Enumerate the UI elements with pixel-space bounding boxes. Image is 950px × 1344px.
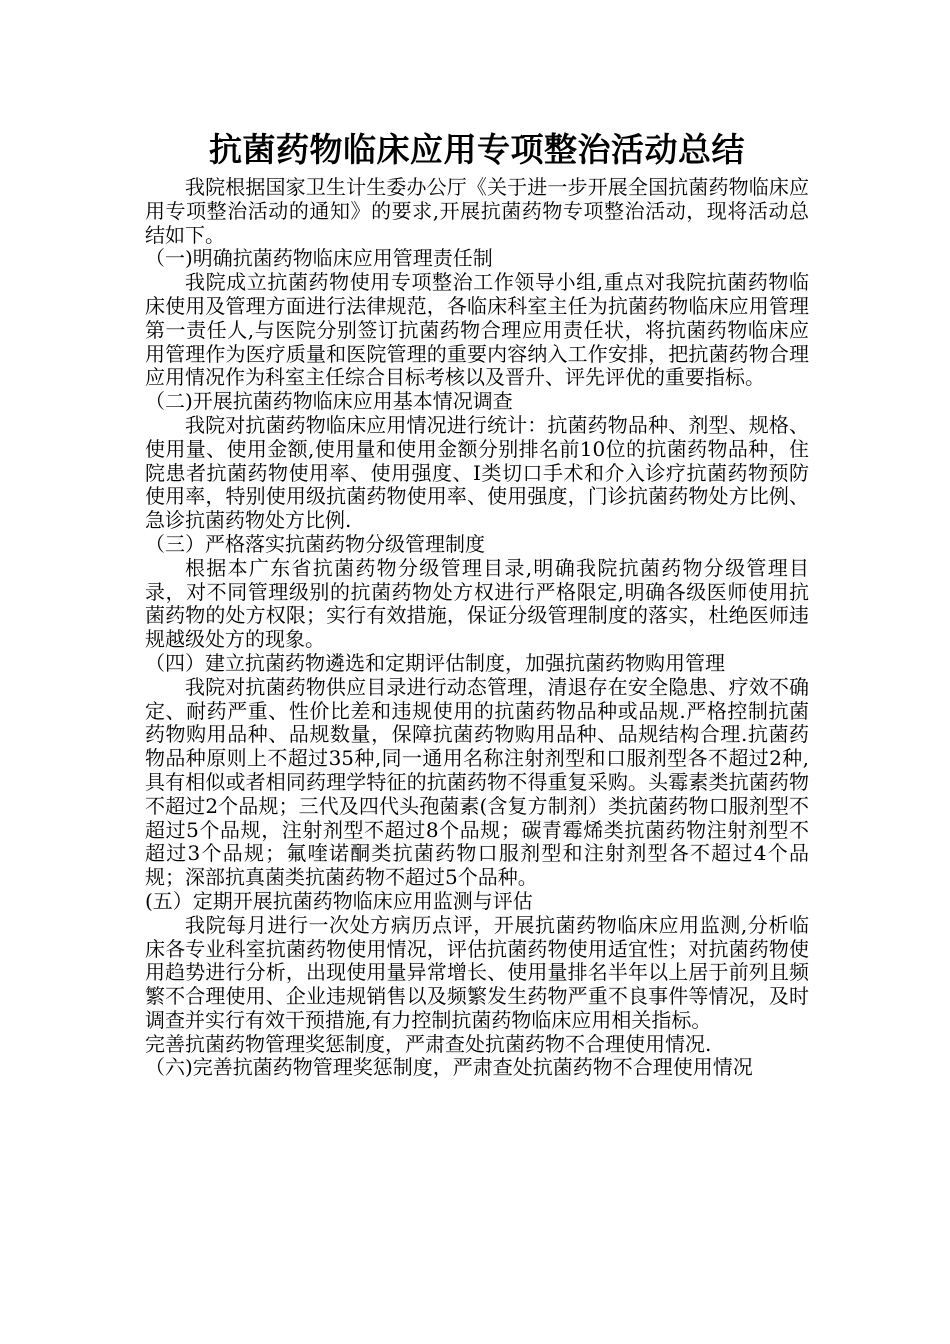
section-3-body: 根据本广东省抗菌药物分级管理目录,明确我院抗菌药物分级管理目录，对不同管理级别的抗菌药物处方权进行严格限定,明确各级医师使用抗菌药物的处方权限；实行有效措施，保证分级管理制度的落实，杜绝医师违规越级处方的现象。 bbox=[145, 555, 809, 652]
section-6-heading: （六)完善抗菌药物管理奖惩制度，严肃查处抗菌药物不合理使用情况 bbox=[145, 1055, 753, 1080]
intro-paragraph: 我院根据国家卫生计生委办公厅《关于进一步开展全国抗菌药物临床应用专项整治活动的通知》的要求,开展抗菌药物专项整治活动，现将活动总结如下。 bbox=[145, 175, 809, 247]
section-4-body: 我院对抗菌药物供应目录进行动态管理，清退存在安全隐患、疗效不确定、耐药严重、性价比差和违规使用的抗菌药物品种或品规.严格控制抗菌药物购用品种、品规数量，保障抗菌药物购用品种、品规结构合理.抗菌药物品种原则上不超过35种,同一通用名称注射剂型和口服剂型各不超过2种,具有相似或者相同药理学特征的抗菌药物不得重复采购。头霉素类抗菌药物不超过2个品规；三代及四代头孢菌素(含复方制剂）类抗菌药物口服剂型不超过5个品规，注射剂型不超过8个品规；碳青霉烯类抗菌药物注射剂型不超过3个品规；氟喹诺酮类抗菌药物口服剂型和注射剂型各不超过4个品规；深部抗真菌类抗菌药物不超过5个品种。 bbox=[145, 674, 809, 890]
section-2-body: 我院对抗菌药物临床应用情况进行统计：抗菌药物品种、剂型、规格、使用量、使用金额,使用量和使用金额分别排名前10位的抗菌药物品种，住院患者抗菌药物使用率、使用强度、I类切口手术和介入诊疗抗菌药物预防使用率，特别使用级抗菌药物使用率、使用强度，门诊抗菌药物处方比例、急诊抗菌药物处方比例. bbox=[145, 412, 809, 533]
trailing-line: 完善抗菌药物管理奖惩制度，严肃查处抗菌药物不合理使用情况. bbox=[145, 1031, 712, 1056]
section-1-heading: （一)明确抗菌药物临床应用管理责任制 bbox=[145, 246, 493, 271]
section-4-heading: （四）建立抗菌药物遴选和定期评估制度，加强抗菌药物购用管理 bbox=[145, 650, 725, 675]
section-3-heading: （三）严格落实抗菌药物分级管理制度 bbox=[145, 531, 485, 556]
section-5-body: 我院每月进行一次处方病历点评，开展抗菌药物临床应用监测,分析临床各专业科室抗菌药物使用情况，评估抗菌药物使用适宜性；对抗菌药物使用趋势进行分析，出现使用量异常增长、使用量排名半年以上居于前列且频繁不合理使用、企业违规销售以及频繁发生药物严重不良事件等情况，及时调查并实行有效干预措施,有力控制抗菌药物临床应用相关指标。 bbox=[145, 912, 809, 1032]
section-5-heading: (五）定期开展抗菌药物临床应用监测与评估 bbox=[145, 888, 533, 913]
document-title: 抗菌药物临床应用专项整治活动总结 bbox=[209, 130, 745, 169]
document-page bbox=[145, 128, 809, 1080]
section-1-body: 我院成立抗菌药物使用专项整治工作领导小组,重点对我院抗菌药物临床使用及管理方面进行法律规范，各临床科室主任为抗菌药物临床应用管理第一责任人,与医院分别签订抗菌药物合理应用责任状，将抗菌药物临床应用管理作为医疗质量和医院管理的重要内容纳入工作安排，把抗菌药物合理应用情况作为科室主任综合目标考核以及晋升、评先评优的重要指标。 bbox=[145, 270, 809, 390]
section-2-heading: （二)开展抗菌药物临床应用基本情况调查 bbox=[145, 389, 513, 414]
